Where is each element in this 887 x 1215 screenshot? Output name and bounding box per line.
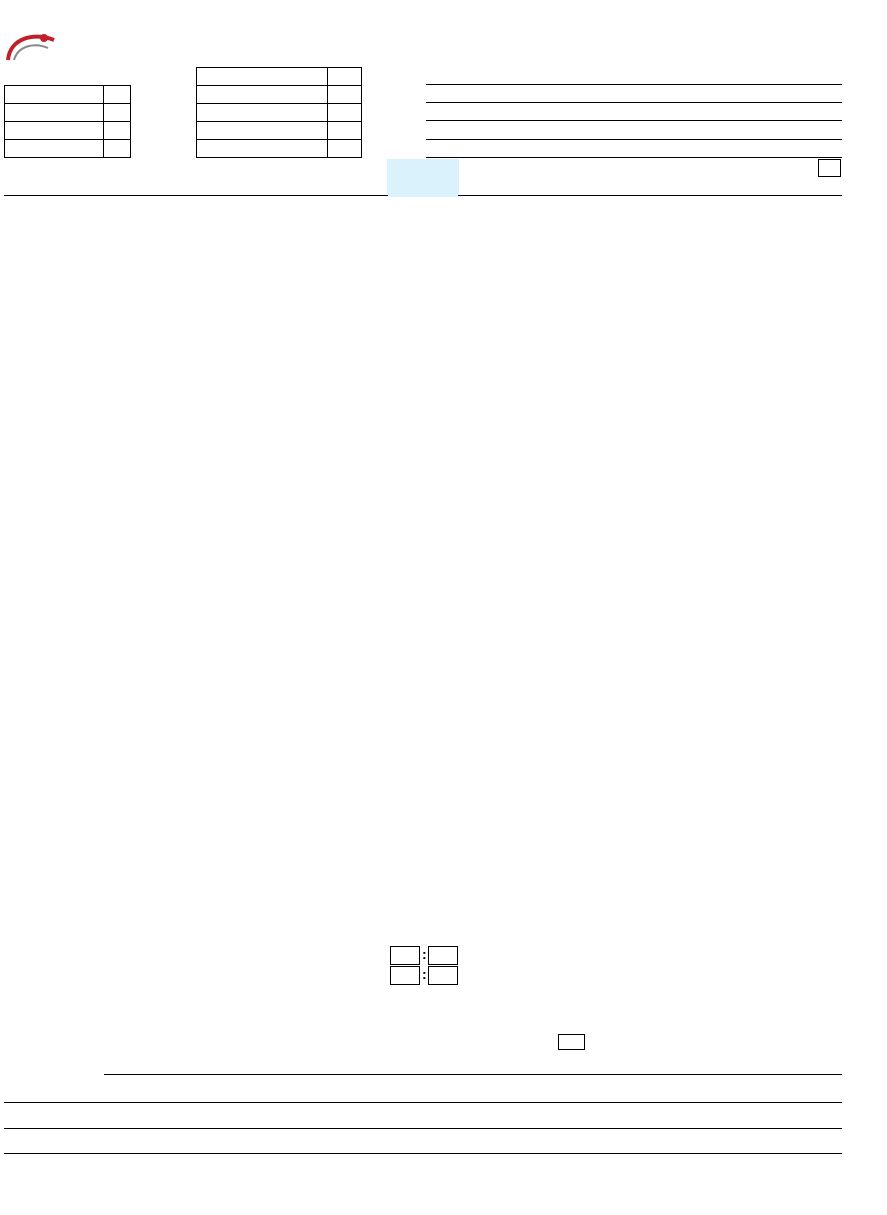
game-type-label [5,104,104,122]
category-mark[interactable] [328,68,362,86]
category-mark[interactable] [328,86,362,104]
category-mark[interactable] [328,104,362,122]
spieltag-value [818,159,841,177]
logo-swoosh-icon [4,30,64,66]
anlagen-box[interactable] [558,1034,585,1050]
category-label [197,86,328,104]
game-type-mark[interactable] [104,140,131,158]
category-mark[interactable] [328,122,362,140]
game-type-mark[interactable] [104,104,131,122]
game-type-label [5,140,104,158]
tabellen-guest [428,966,458,985]
category-label [197,104,328,122]
dkbc-logo [4,30,124,70]
category-label [197,122,328,140]
game-type-label [5,86,104,104]
game-type-mark[interactable] [104,122,131,140]
game-type-label [5,122,104,140]
tabellen-home [390,966,420,985]
spielnr-box [387,159,459,197]
game-type-mark[interactable] [104,86,131,104]
category-label [197,140,328,158]
category-label [197,68,328,86]
category-table [196,67,362,158]
endstand-home [390,946,420,965]
game-type-table [4,85,131,158]
category-mark[interactable] [328,140,362,158]
endstand-guest [428,946,458,965]
